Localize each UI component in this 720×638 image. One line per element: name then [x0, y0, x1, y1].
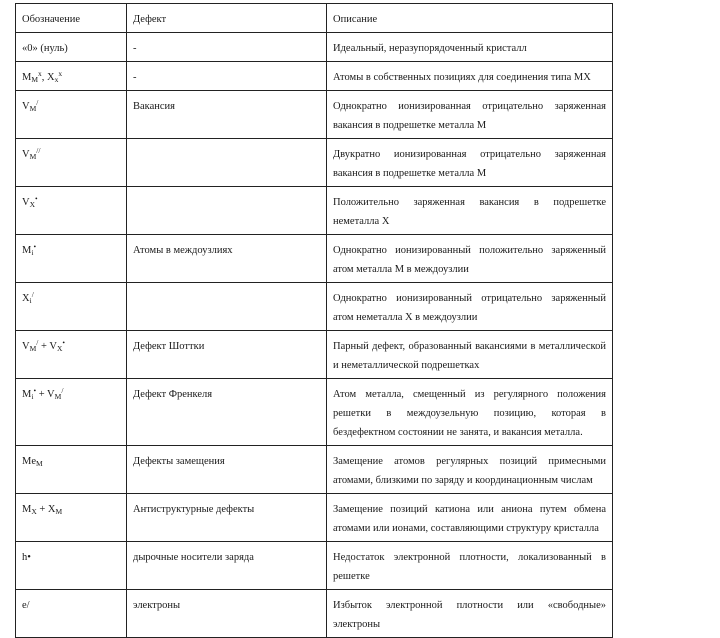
- header-description: Описание: [327, 4, 613, 33]
- notation-cell: h•: [16, 542, 127, 590]
- description-cell: Однократно ионизированный положительно заряженный атом металла M в междоузлии: [327, 235, 613, 283]
- notation-cell: $M_M^x$, $X_x^x$: [16, 62, 127, 91]
- defect-cell: Вакансия: [127, 91, 327, 139]
- table-row: [16, 331, 613, 379]
- table-header-row: [16, 4, 613, 33]
- defect-cell: Дефект Шоттки: [127, 331, 327, 379]
- description-cell: Однократно ионизированная отрицательно заряженная вакансия в подрешетке металла M: [327, 91, 613, 139]
- table-row: [16, 235, 613, 283]
- defect-cell: [127, 139, 327, 187]
- defect-cell: Дефекты замещения: [127, 446, 327, 494]
- description-cell: Замещение атомов регулярных позиций примесными атомами, близкими по заряду и координационным числам: [327, 446, 613, 494]
- description-cell: Атом металла, смещенный из регулярного положения решетки в междоузельную позицию, которая в бездефектном состоянии не занята, и вакансия металла.: [327, 379, 613, 446]
- table-row: [16, 379, 613, 446]
- description-cell: Однократно ионизированный отрицательно заряженный атом неметалла X в междоузлии: [327, 283, 613, 331]
- description-cell: Положительно заряженная вакансия в подрешетке неметалла X: [327, 187, 613, 235]
- notation-cell: $V_M^{//}$: [16, 139, 127, 187]
- defect-cell: -: [127, 62, 327, 91]
- description-cell: Замещение позиций катиона или аниона путем обмена атомами или ионами, составляющими структуру кристалла: [327, 494, 613, 542]
- table-row: [16, 91, 613, 139]
- table-row: [16, 62, 613, 91]
- defect-cell: Антиструктурные дефекты: [127, 494, 327, 542]
- description-cell: Парный дефект, образованный вакансиями в металлической и неметаллической подрешетках: [327, 331, 613, 379]
- header-defect: Дефект: [127, 4, 327, 33]
- defect-cell: электроны: [127, 590, 327, 638]
- notation-cell: $M_i^• + V_M^/$: [16, 379, 127, 446]
- defect-cell: Атомы в междоузлиях: [127, 235, 327, 283]
- notation-cell: $M_i^•$: [16, 235, 127, 283]
- description-cell: Идеальный, неразупорядоченный кристалл: [327, 33, 613, 62]
- description-cell: Двукратно ионизированная отрицательно заряженная вакансия в подрешетке металла M: [327, 139, 613, 187]
- table-row: [16, 283, 613, 331]
- notation-cell: $V_M^/ + V_X^•$: [16, 331, 127, 379]
- defect-cell: [127, 187, 327, 235]
- notation-cell: $V_M^/$: [16, 91, 127, 139]
- defect-cell: Дефект Френкеля: [127, 379, 327, 446]
- table-row: [16, 590, 613, 638]
- description-cell: Недостаток электронной плотности, локализованный в решетке: [327, 542, 613, 590]
- defect-cell: [127, 283, 327, 331]
- notation-cell: e/: [16, 590, 127, 638]
- notation-cell: «0» (нуль): [16, 33, 127, 62]
- defects-table: [15, 3, 613, 638]
- description-cell: Атомы в собственных позициях для соединения типа MX: [327, 62, 613, 91]
- table-row: [16, 139, 613, 187]
- notation-cell: $X_i^/$: [16, 283, 127, 331]
- table-row: [16, 542, 613, 590]
- defect-cell: дырочные носители заряда: [127, 542, 327, 590]
- header-notation: Обозначение: [16, 4, 127, 33]
- notation-cell: $V_X^•$: [16, 187, 127, 235]
- table-row: [16, 33, 613, 62]
- table-row: [16, 446, 613, 494]
- description-cell: Избыток электронной плотности или «свободные» электроны: [327, 590, 613, 638]
- notation-cell: $Me_M$: [16, 446, 127, 494]
- table-row: [16, 187, 613, 235]
- notation-cell: $M_X + X_M$: [16, 494, 127, 542]
- defect-cell: -: [127, 33, 327, 62]
- table-row: [16, 494, 613, 542]
